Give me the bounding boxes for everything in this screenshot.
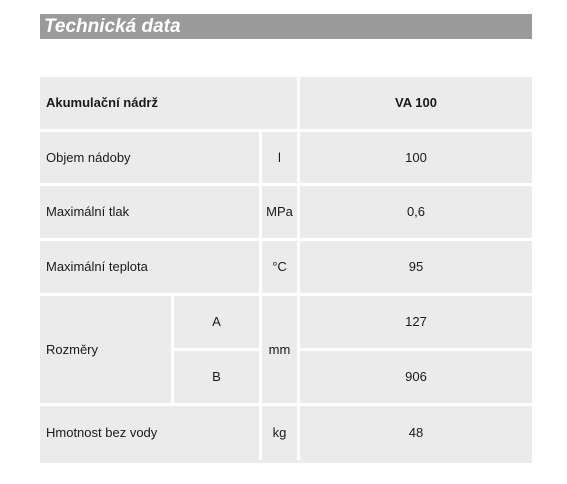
row-temperature-label: Maximální teplota bbox=[40, 241, 259, 293]
row-dimensions-sub-b-label: B bbox=[174, 351, 259, 403]
row-dimensions-sub-a-label: A bbox=[174, 296, 259, 348]
row-pressure-label: Maximální tlak bbox=[40, 186, 259, 238]
table-bottom-rule bbox=[40, 460, 532, 463]
header-label-cell: Akumulační nádrž bbox=[40, 77, 297, 129]
row-pressure-unit: MPa bbox=[262, 186, 297, 238]
row-weight-value: 48 bbox=[300, 406, 532, 460]
section-title: Technická data bbox=[44, 16, 181, 37]
section-title-bar bbox=[40, 14, 532, 39]
row-volume-label: Objem nádoby bbox=[40, 132, 259, 183]
row-temperature-value: 95 bbox=[300, 241, 532, 293]
row-dimensions-a-value: 127 bbox=[300, 296, 532, 348]
row-volume-unit: l bbox=[262, 132, 297, 183]
row-pressure-value: 0,6 bbox=[300, 186, 532, 238]
row-volume-value: 100 bbox=[300, 132, 532, 183]
row-dimensions-label: Rozměry bbox=[40, 296, 171, 403]
row-temperature-unit: °C bbox=[262, 241, 297, 293]
row-dimensions-b-value: 906 bbox=[300, 351, 532, 403]
row-weight-unit: kg bbox=[262, 406, 297, 460]
row-weight-label: Hmotnost bez vody bbox=[40, 406, 259, 460]
header-model-cell: VA 100 bbox=[300, 77, 532, 129]
row-dimensions-unit: mm bbox=[262, 296, 297, 403]
